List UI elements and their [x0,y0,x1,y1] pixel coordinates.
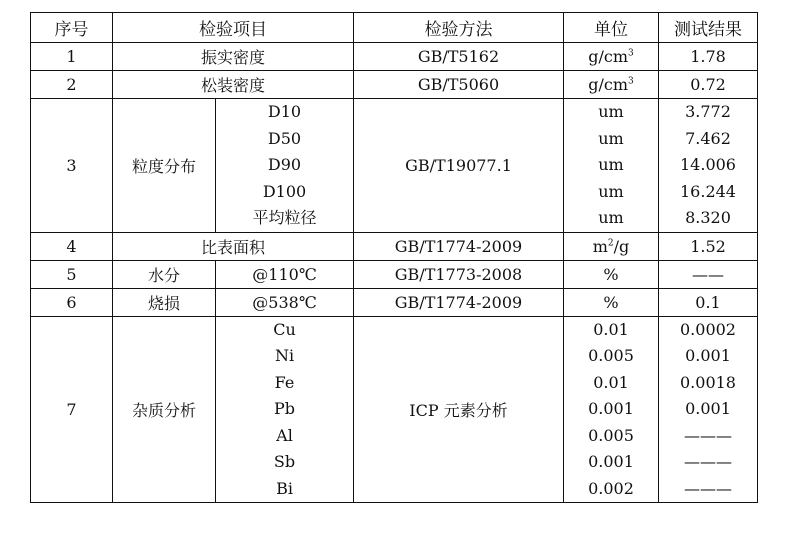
row-unit [564,71,659,99]
header-method: 检验方法 [354,13,564,43]
result-list [659,317,758,503]
row-method: GB/T1774-2009 [354,289,564,317]
row-item: 水分 [113,261,216,289]
sub-item: D10 [267,102,302,122]
sub-unit: um [598,208,624,228]
table-row [31,233,758,261]
sub-unit: um [598,155,624,175]
element-result: 0.0018 [680,372,736,392]
element-symbol: Ni [274,346,295,366]
unit-superscript: 2 [607,238,614,249]
element-limit: 0.002 [588,478,634,498]
table-row [31,99,758,233]
row-no: 2 [31,71,113,99]
element-symbol: Fe [274,372,295,392]
row-result: —— [659,261,758,289]
unit-superscript: 3 [628,48,634,59]
sub-item: 平均粒径 [252,208,317,228]
row-condition: @110℃ [216,261,354,289]
result-list [659,99,758,233]
row-method: ICP 元素分析 [354,317,564,503]
element-symbol: Pb [273,399,295,419]
row-unit [564,233,659,261]
element-limit: 0.01 [593,372,629,392]
sub-result: 16.244 [680,181,736,201]
row-method: GB/T19077.1 [354,99,564,233]
element-limit: 0.01 [593,320,629,340]
unit-suffix: /g [613,237,630,256]
row-no: 1 [31,43,113,71]
element-limit: 0.005 [588,425,634,445]
row-unit [564,43,659,71]
element-result: 0.001 [685,346,731,366]
row-item: 松装密度 [113,71,354,99]
table-row [31,43,758,71]
row-unit: % [564,289,659,317]
element-result: 0.001 [685,399,731,419]
sub-result: 3.772 [685,102,731,122]
row-result: 1.78 [659,43,758,71]
row-method: GB/T5060 [354,71,564,99]
element-limit: 0.001 [588,399,634,419]
row-no: 5 [31,261,113,289]
table-row [31,317,758,503]
row-method: GB/T1773-2008 [354,261,564,289]
sub-item: D50 [267,128,302,148]
header-no: 序号 [31,13,113,43]
sub-item: D100 [262,181,307,201]
sub-unit: um [598,102,624,122]
element-result: 0.0002 [680,320,736,340]
element-symbol: Bi [276,478,293,498]
element-symbol: Sb [273,452,296,472]
element-result: ——— [684,425,732,445]
row-method: GB/T1774-2009 [354,233,564,261]
row-result: 0.1 [659,289,758,317]
sub-item: D90 [267,155,302,175]
header-row [31,13,758,43]
sub-result: 8.320 [685,208,731,228]
sub-unit: um [598,181,624,201]
unit-base: g/cm [588,47,629,66]
header-result: 测试结果 [659,13,758,43]
row-no: 6 [31,289,113,317]
sub-result: 7.462 [685,128,731,148]
element-symbol: Al [276,425,293,445]
element-limit: 0.001 [588,452,634,472]
header-unit: 单位 [564,13,659,43]
row-item: 杂质分析 [113,317,216,503]
table-row [31,289,758,317]
row-no: 4 [31,233,113,261]
unit-list [564,99,659,233]
row-item: 振实密度 [113,43,354,71]
row-method: GB/T5162 [354,43,564,71]
unit-prefix: m [592,237,608,256]
row-item: 粒度分布 [113,99,216,233]
limit-list [564,317,659,503]
row-result: 1.52 [659,233,758,261]
sub-item-list [216,317,354,503]
row-unit: % [564,261,659,289]
unit-superscript: 3 [628,76,634,87]
row-no: 7 [31,317,113,503]
sub-item-list [216,99,354,233]
header-item: 检验项目 [113,13,354,43]
row-item: 烧损 [113,289,216,317]
unit-base: g/cm [588,75,629,94]
sub-result: 14.006 [680,155,736,175]
row-item: 比表面积 [113,233,354,261]
row-result: 0.72 [659,71,758,99]
table-row [31,71,758,99]
element-result: ——— [684,452,732,472]
element-symbol: Cu [273,320,296,340]
element-limit: 0.005 [588,346,634,366]
row-no: 3 [31,99,113,233]
sub-unit: um [598,128,624,148]
test-report-table [30,12,758,503]
row-condition: @538℃ [216,289,354,317]
element-result: ——— [684,478,732,498]
table-row [31,261,758,289]
